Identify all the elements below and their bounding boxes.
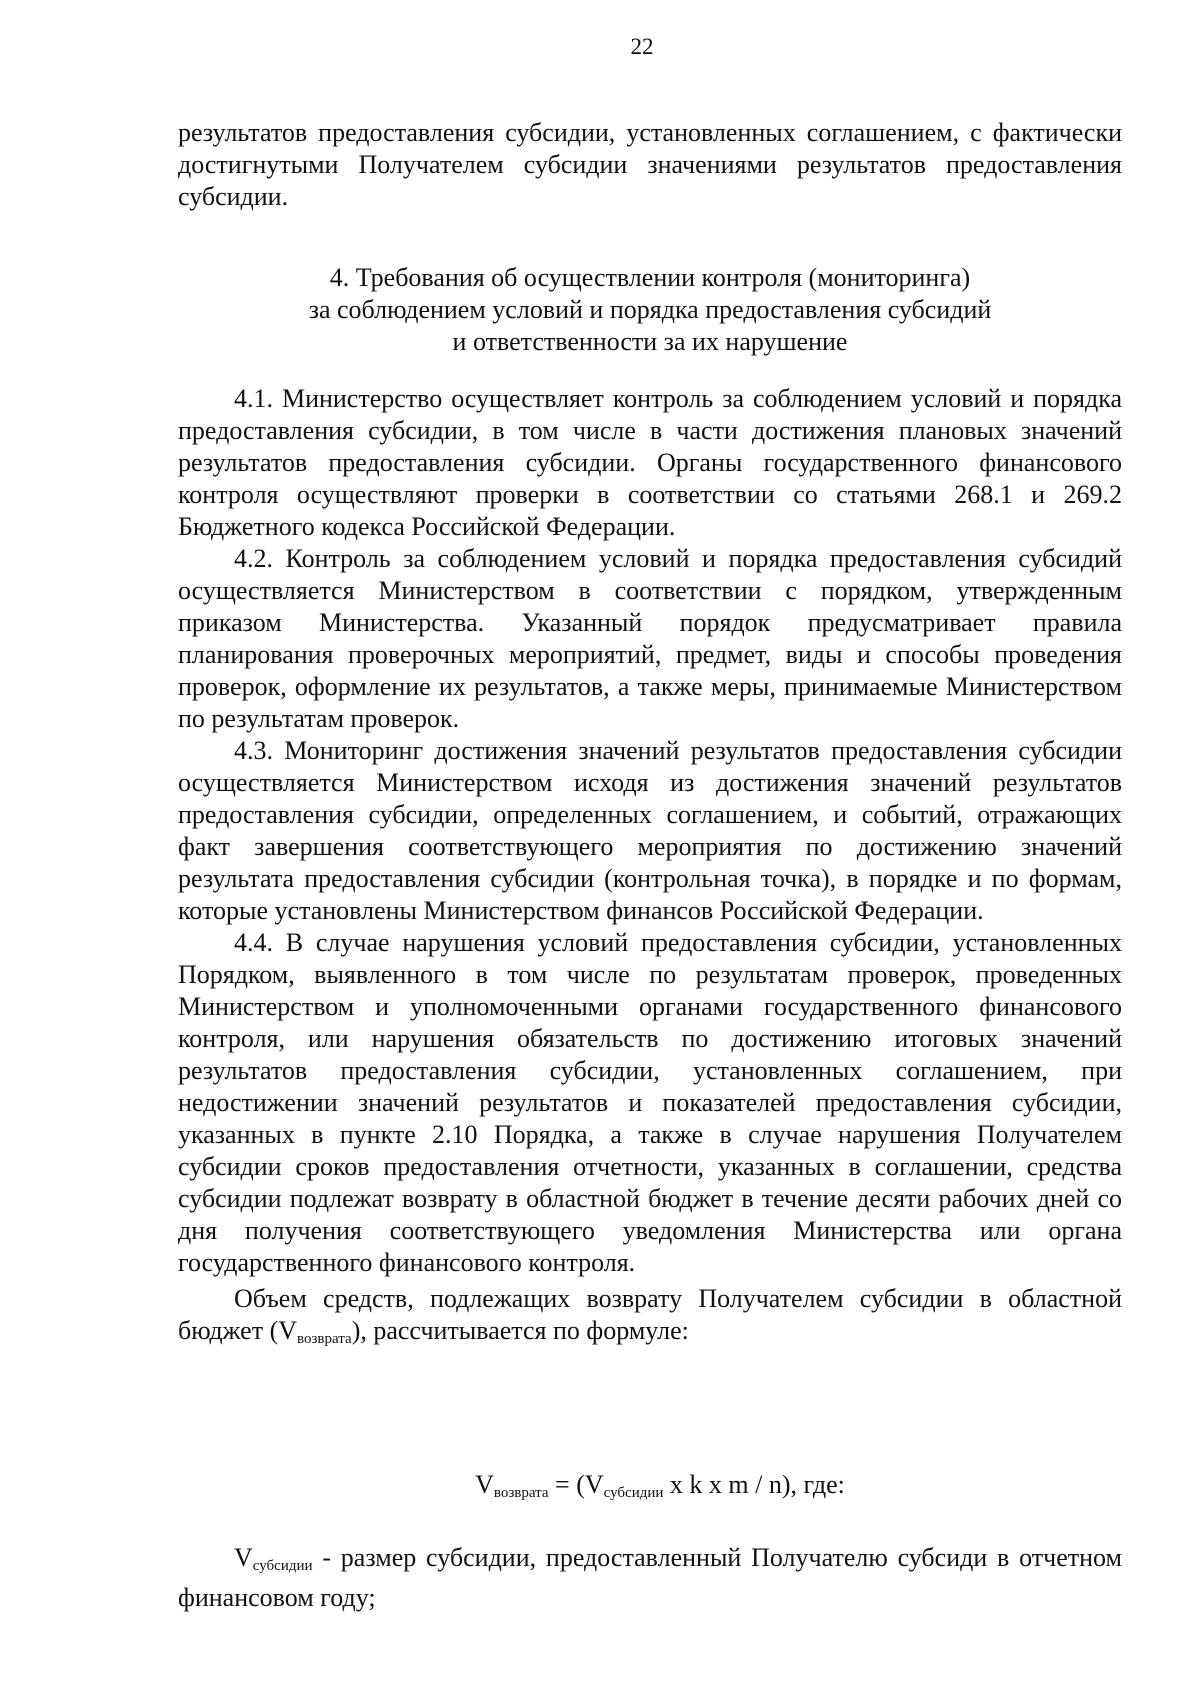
formula-sub-subsidy: субсидии [603, 1485, 664, 1501]
section-body [178, 383, 1122, 1355]
definition-v: V [234, 1543, 253, 1572]
intro-paragraph [178, 117, 1122, 213]
volume-subscript: возврата [297, 1331, 352, 1347]
formula-sub-return: возврата [493, 1485, 549, 1501]
definition-text: - размер субсидии, предоставленный Получателю субсиди в отчетном финансовом году; [178, 1543, 1122, 1612]
section-heading [178, 262, 1122, 358]
formula-tail: x k x m / n), где: [663, 1470, 845, 1499]
definition-block [178, 1542, 1122, 1614]
definition-paragraph [178, 1542, 1122, 1614]
section-title-line-2: за соблюдением условий и порядка предоставления субсидий [308, 295, 992, 324]
intro-text: результатов предоставления субсидии, установленных соглашением, с фактически достигнутыми Получателем субсидии значениями результатов предоставления субсидии. [178, 118, 1122, 211]
definition-sub: субсидии [252, 1558, 313, 1574]
paragraph-4-3: 4.3. Мониторинг достижения значений результатов предоставления субсидии осуществляется Министерством исходя из достижения значений результатов предоставления субсидии, определенных соглашением, и событий, отражающих факт завершения соответствующего мероприятия по достижению значений результата предоставления субсидии (контрольная точка), в порядке и по формам, которые установлены Министерством финансов Российской Федерации. [178, 736, 1122, 925]
volume-text-after: ), рассчитывается по формуле: [351, 1316, 689, 1345]
formula-middle: = (V [548, 1470, 604, 1499]
volume-paragraph [178, 1283, 1122, 1355]
paragraph-4-1: 4.1. Министерство осуществляет контроль за соблюдением условий и порядка предоставления субсидии, в том числе в части достижения плановых значений результатов предоставления субсидии. Органы государственного финансового контроля осуществляют проверки в соответствии со статьями 268.1 и 269.2 Бюджетного кодекса Российской Федерации. [178, 384, 1122, 541]
section-title-line-1: 4. Требования об осуществлении контроля (мониторинга) [329, 263, 971, 292]
section-title-line-3: и ответственности за их нарушение [452, 327, 848, 356]
volume-text-before: Объем средств, подлежащих возврату Получателем субсидии в областной бюджет (V [178, 1284, 1122, 1345]
formula-v: V [475, 1470, 494, 1499]
paragraph-4-4: 4.4. В случае нарушения условий предоставления субсидии, установленных Порядком, выявленного в том числе по результатам проверок, проведенных Министерством и уполномоченными органами государственного финансового контроля, или нарушения обязательств по достижению итоговых значений результатов предоставления субсидии, установленных соглашением, при недостижении значений результатов и показателей предоставления субсидии, указанных в пункте 2.10 Порядка, а также в случае нарушения Получателем субсидии сроков предоставления отчетности, указанных в соглашении, средства субсидии подлежат возврату в областной бюджет в течение десяти рабочих дней со дня получения соответствующего уведомления Министерства или органа государственного финансового контроля. [178, 928, 1122, 1277]
return-formula [0, 1470, 1200, 1502]
page-number: 22 [630, 34, 654, 59]
paragraph-4-2: 4.2. Контроль за соблюдением условий и порядка предоставления субсидий осуществляется Министерством в соответствии с порядком, утвержденным приказом Министерства. Указанный порядок предусматривает правила планирования проверочных мероприятий, предмет, виды и способы проведения проверок, оформление их результатов, а также меры, принимаемые Министерством по результатам проверок. [178, 544, 1122, 733]
